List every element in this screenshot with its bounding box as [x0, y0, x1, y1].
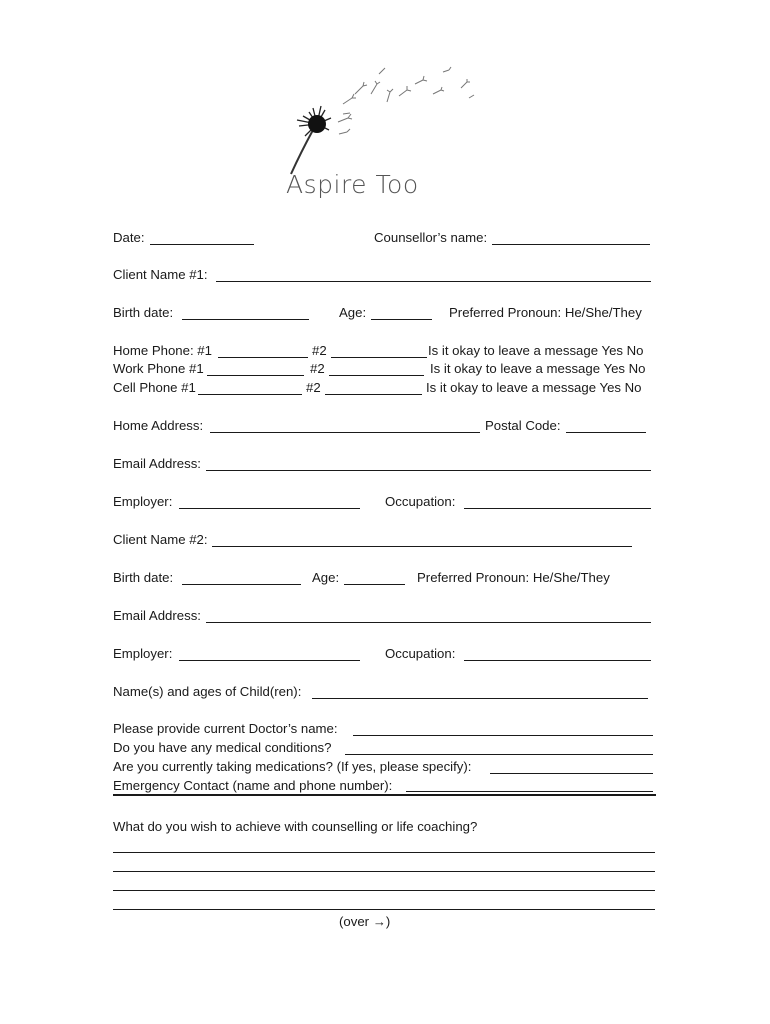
work-phone2-label: #2	[310, 361, 325, 376]
doctor-label: Please provide current Doctor’s name:	[113, 721, 338, 736]
pronoun1-label: Preferred Pronoun: He/She/They	[449, 305, 642, 320]
emergency-contact-field[interactable]	[406, 791, 653, 792]
brand-name: Aspire Too	[286, 170, 419, 199]
employer2-label: Employer:	[113, 646, 173, 661]
date-label: Date:	[113, 230, 145, 245]
birth-date2-label: Birth date:	[113, 570, 174, 585]
children-field[interactable]	[312, 698, 648, 699]
goals-line-3[interactable]	[113, 890, 655, 891]
home-message-question: Is it okay to leave a message Yes No	[428, 343, 644, 358]
counsellor-name-field[interactable]	[492, 244, 650, 245]
employer2-field[interactable]	[179, 660, 360, 661]
emergency-contact-label: Emergency Contact (name and phone number):	[113, 778, 393, 793]
cell-phone2-label: #2	[306, 380, 321, 395]
work-phone-label: Work Phone #1	[113, 361, 204, 376]
email2-label: Email Address:	[113, 608, 201, 623]
counsellor-name-label: Counsellor’s name:	[374, 230, 488, 245]
occupation1-label: Occupation:	[385, 494, 456, 509]
client1-name-label: Client Name #1:	[113, 267, 208, 282]
work-phone2-field[interactable]	[329, 375, 424, 376]
goals-line-1[interactable]	[113, 852, 655, 853]
doctor-field[interactable]	[353, 735, 653, 736]
work-message-question: Is it okay to leave a message Yes No	[430, 361, 646, 376]
medical-conditions-label: Do you have any medical conditions?	[113, 740, 332, 755]
home-phone1-field[interactable]	[218, 357, 308, 358]
section-divider	[113, 794, 656, 796]
email1-label: Email Address:	[113, 456, 201, 471]
home-phone2-label: #2	[312, 343, 327, 358]
cell-phone1-field[interactable]	[198, 394, 302, 395]
client2-name-field[interactable]	[212, 546, 632, 547]
cell-phone2-field[interactable]	[325, 394, 422, 395]
goals-question: What do you wish to achieve with counselling or life coaching?	[113, 819, 478, 834]
home-phone-label: Home Phone: #1	[113, 343, 212, 358]
client2-name-label: Client Name #2:	[113, 532, 208, 547]
home-address-field[interactable]	[210, 432, 480, 433]
birth-date1-field[interactable]	[182, 319, 309, 320]
employer1-label: Employer:	[113, 494, 173, 509]
age2-field[interactable]	[344, 584, 405, 585]
birth-date2-field[interactable]	[182, 584, 301, 585]
client1-name-field[interactable]	[216, 281, 651, 282]
medical-conditions-field[interactable]	[345, 754, 653, 755]
employer1-field[interactable]	[179, 508, 360, 509]
age2-label: Age:	[312, 570, 340, 585]
home-phone2-field[interactable]	[331, 357, 427, 358]
medications-field[interactable]	[490, 773, 653, 774]
goals-line-4[interactable]	[113, 909, 655, 910]
over-label: (over →)	[339, 914, 391, 929]
occupation1-field[interactable]	[464, 508, 651, 509]
occupation2-field[interactable]	[464, 660, 651, 661]
cell-phone-label: Cell Phone #1	[113, 380, 196, 395]
goals-line-2[interactable]	[113, 871, 655, 872]
occupation2-label: Occupation:	[385, 646, 456, 661]
email2-field[interactable]	[206, 622, 651, 623]
children-label: Name(s) and ages of Child(ren):	[113, 684, 302, 699]
pronoun2-label: Preferred Pronoun: He/She/They	[417, 570, 610, 585]
birth-date1-label: Birth date:	[113, 305, 174, 320]
date-field[interactable]	[150, 244, 254, 245]
work-phone1-field[interactable]	[207, 375, 304, 376]
age1-label: Age:	[339, 305, 367, 320]
age1-field[interactable]	[371, 319, 432, 320]
postal-code-field[interactable]	[566, 432, 646, 433]
email1-field[interactable]	[206, 470, 651, 471]
postal-code-label: Postal Code:	[485, 418, 561, 433]
medications-label: Are you currently taking medications? (If yes, please specify):	[113, 759, 472, 774]
home-address-label: Home Address:	[113, 418, 204, 433]
cell-message-question: Is it okay to leave a message Yes No	[426, 380, 642, 395]
